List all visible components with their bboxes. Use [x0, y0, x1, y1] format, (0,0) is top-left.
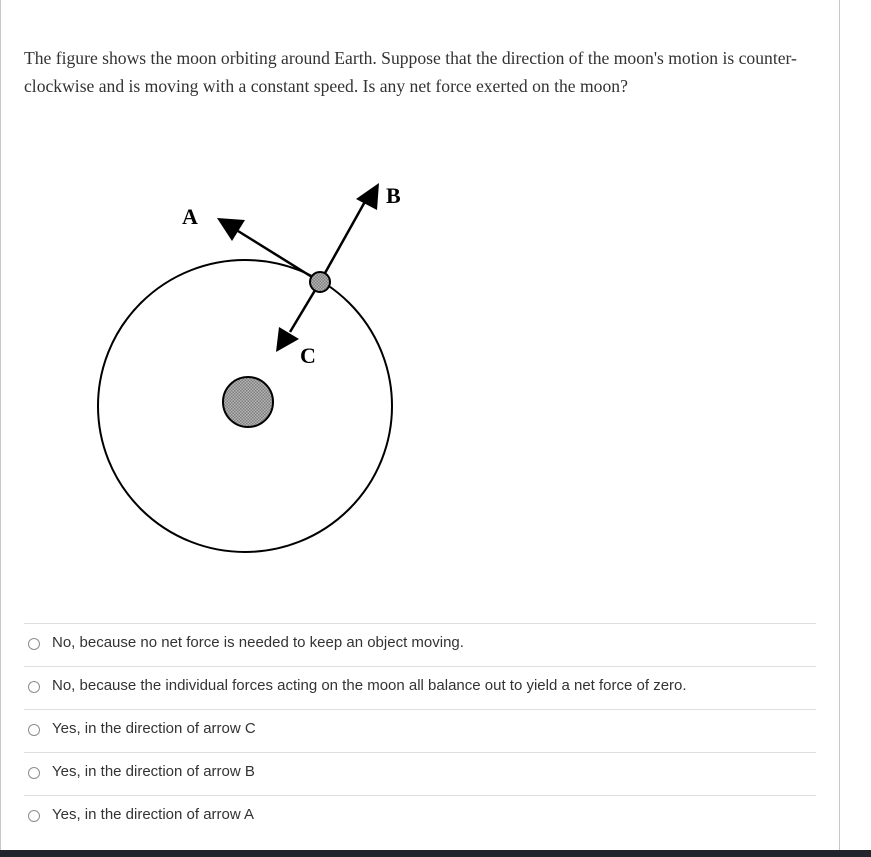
label-b: B [386, 183, 401, 208]
earth-icon [223, 377, 273, 427]
answer-option[interactable] [24, 752, 816, 795]
label-c: C [300, 343, 316, 368]
radio-button[interactable] [28, 638, 40, 650]
answer-option[interactable] [24, 623, 816, 666]
answer-label: Yes, in the direction of arrow C [52, 720, 256, 737]
arrow-c [276, 282, 320, 352]
arrow-b [320, 183, 379, 282]
answer-label: Yes, in the direction of arrow A [52, 806, 255, 823]
radio-button[interactable] [28, 681, 40, 693]
radio-button[interactable] [28, 810, 40, 822]
answer-label: No, because no net force is needed to keep an object moving. [52, 634, 464, 651]
answer-option[interactable] [24, 666, 816, 709]
answer-option[interactable] [24, 709, 816, 752]
moon-icon [310, 272, 330, 292]
answer-label: Yes, in the direction of arrow B [52, 763, 255, 780]
answer-label: No, because the individual forces acting on the moon all balance out to yield a net force of zero. [52, 677, 687, 694]
radio-button[interactable] [28, 724, 40, 736]
bottom-bar [0, 850, 871, 857]
answer-option[interactable] [24, 795, 816, 838]
answer-list [24, 623, 816, 838]
question-text: The figure shows the moon orbiting around Earth. Suppose that the direction of the moon's motion is counter-clockwise and is moving with a constant speed. Is any net force exerted on the moon? [24, 48, 797, 96]
arrow-a [217, 218, 320, 282]
radio-button[interactable] [28, 767, 40, 779]
label-a: A [182, 204, 198, 229]
